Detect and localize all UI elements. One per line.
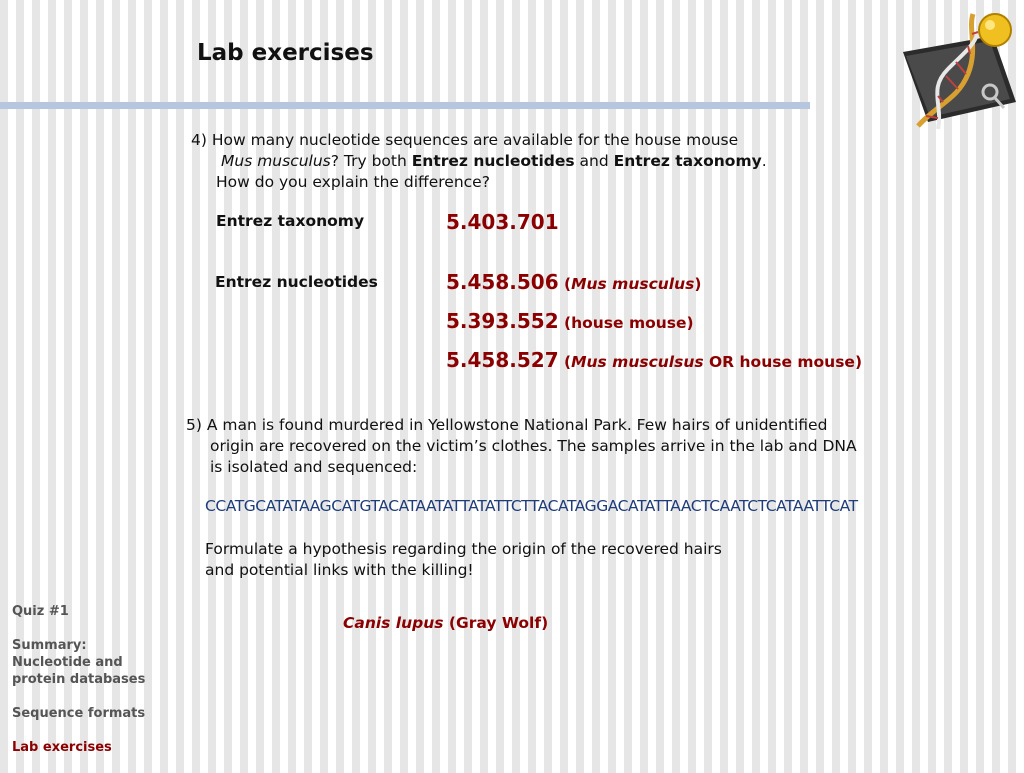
result-note: OR house mouse) (703, 353, 863, 371)
question-5-line-1: 5) A man is found murdered in Yellowstone National Park. Few hairs of unidentified (186, 416, 828, 434)
nucleotide-count: 5.393.552 (446, 309, 559, 333)
db-taxonomy: Entrez taxonomy (613, 152, 762, 170)
nucleotide-result-row (446, 270, 701, 294)
result-note: ( (558, 275, 572, 293)
question-4-line-1: 4) How many nucleotide sequences are available for the house mouse (191, 131, 739, 149)
nucleotides-label: Entrez nucleotides (215, 273, 378, 291)
question-5-line-3: is isolated and sequenced: (210, 458, 418, 476)
result-note: (house mouse) (558, 314, 694, 332)
slide-title: Lab exercises (197, 40, 374, 66)
dna-helix-logo-icon (898, 4, 1020, 136)
dna-sequence: CCATGCATATAAGCATGTACATAATATTATATTCTTACATAGGACATATTAACTCAATCTCATAATTCAT (205, 497, 858, 515)
question-4-text: ? Try both (330, 152, 412, 170)
task-line-2: and potential links with the killing! (205, 561, 474, 579)
nucleotide-count: 5.458.527 (446, 348, 559, 372)
db-nucleotides: Entrez nucleotides (411, 152, 575, 170)
task-line-1: Formulate a hypothesis regarding the origin of the recovered hairs (205, 540, 722, 558)
taxonomy-value: 5.403.701 (446, 210, 559, 234)
question-5-line-2: origin are recovered on the victim’s clothes. The samples arrive in the lab and DNA (210, 437, 857, 455)
sidebar-item-summary[interactable]: Summary: Nucleotide and protein databases (12, 638, 146, 687)
nucleotide-result-row (446, 309, 694, 333)
answer-common-name: (Gray Wolf) (443, 614, 549, 632)
nucleotide-result-row (446, 348, 862, 372)
answer (343, 614, 548, 632)
result-note: ) (694, 275, 702, 293)
taxonomy-label: Entrez taxonomy (216, 212, 365, 230)
sidebar-item-sequence-formats[interactable]: Sequence formats (12, 706, 146, 721)
sidebar-item-quiz[interactable]: Quiz #1 (12, 604, 69, 619)
species-name: Mus musculus (221, 152, 331, 170)
title-divider-bar (0, 102, 810, 109)
question-4-text: and (574, 152, 614, 170)
sidebar-nav (12, 603, 162, 773)
question-4-text: . (761, 152, 767, 170)
taxonomy-result (446, 210, 559, 234)
nucleotide-count: 5.458.506 (446, 270, 559, 294)
question-4-line-2 (221, 151, 767, 172)
result-term: Mus musculus (571, 275, 695, 293)
result-term: Mus musculsus (571, 353, 704, 371)
answer-species: Canis lupus (343, 614, 444, 632)
result-note: ( (558, 353, 572, 371)
sidebar-item-lab-exercises[interactable]: Lab exercises (12, 740, 112, 755)
question-4-line-3: How do you explain the difference? (216, 173, 490, 191)
